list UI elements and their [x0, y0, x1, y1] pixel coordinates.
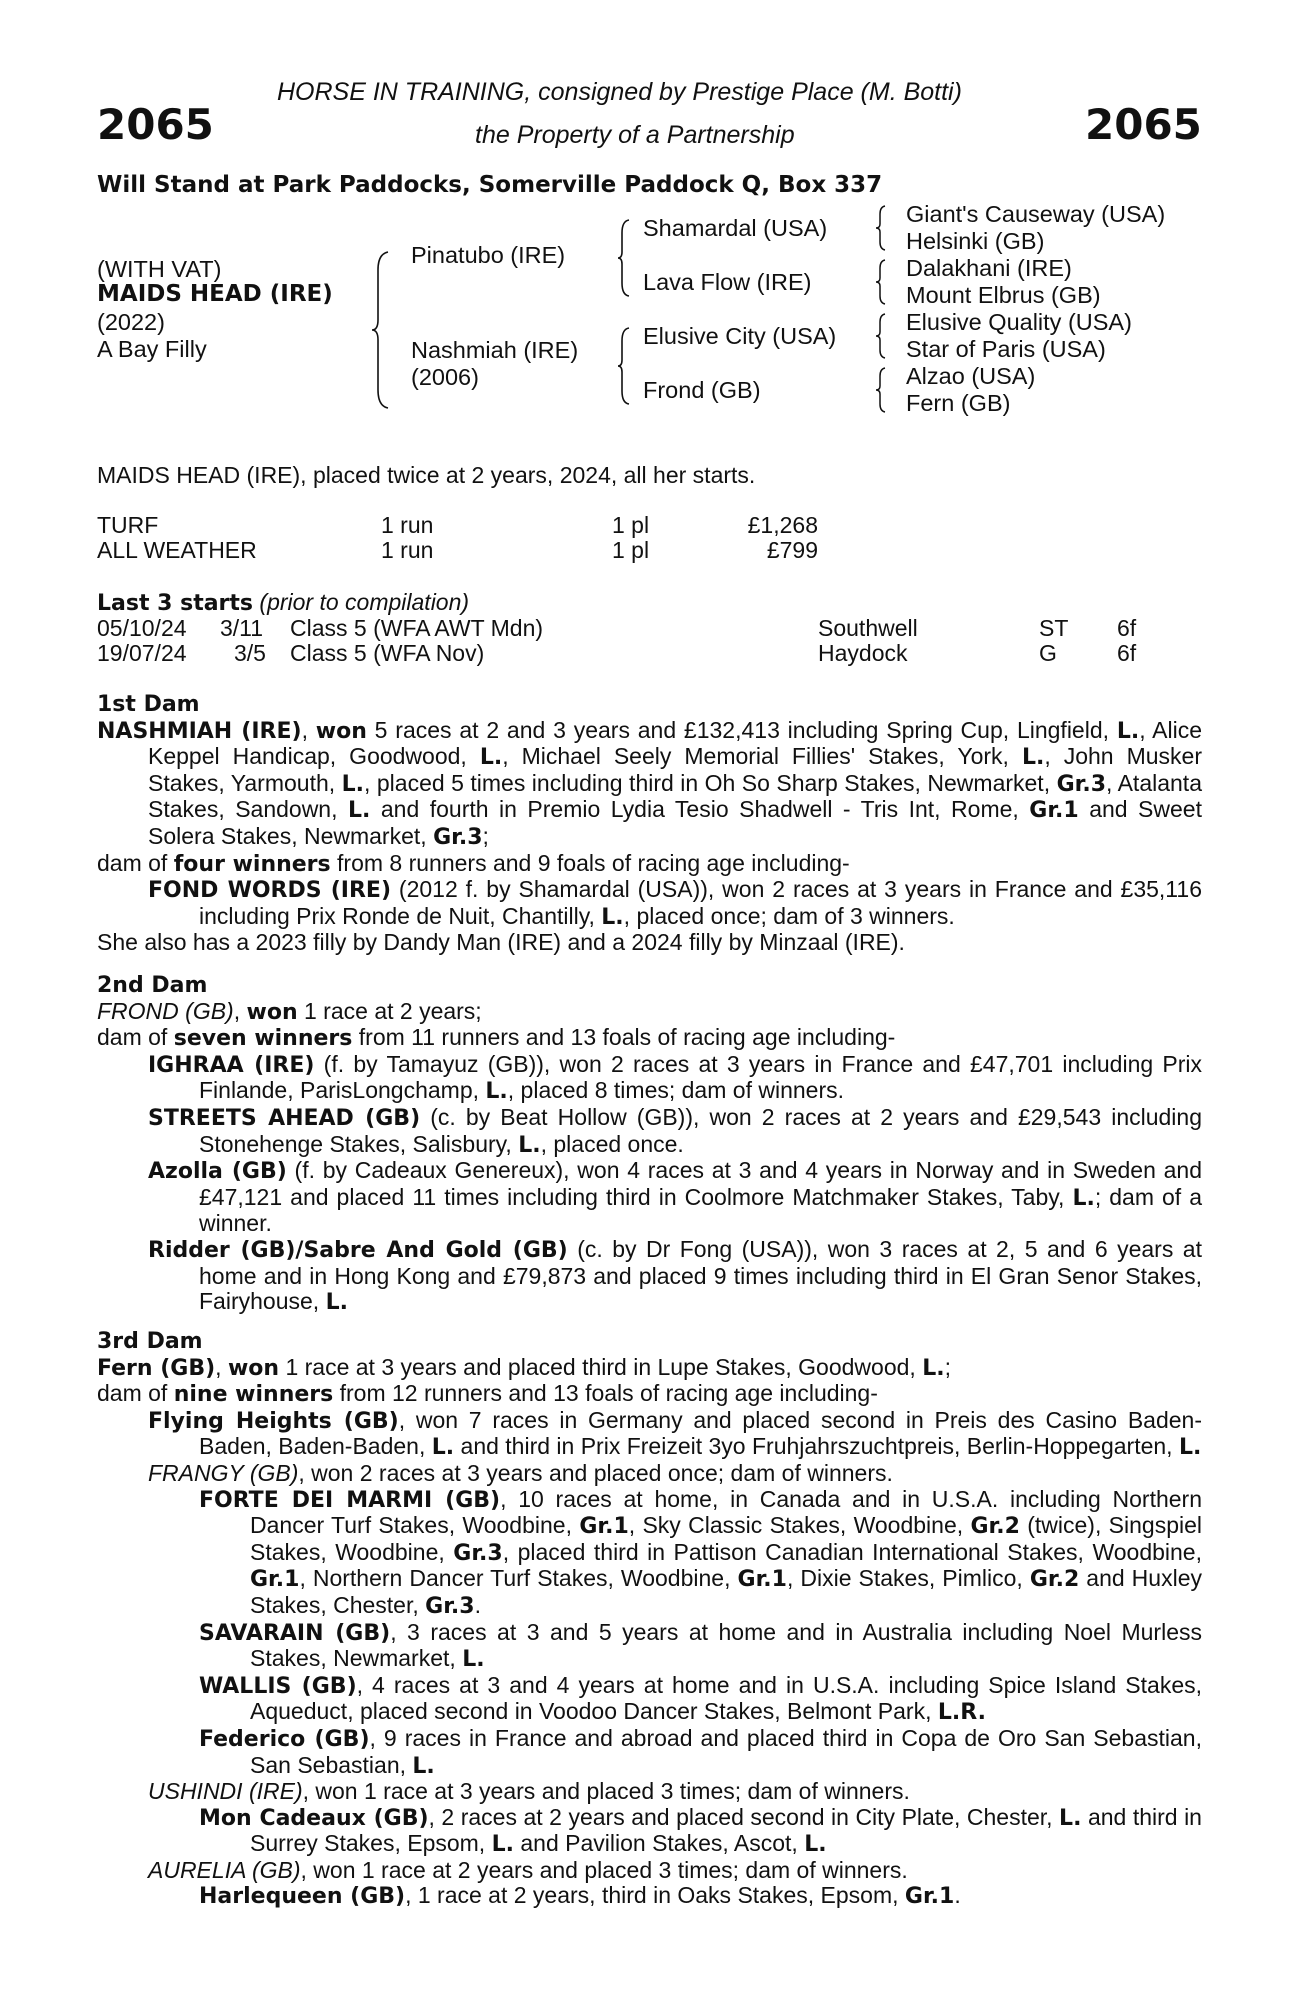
last-start-race-1: Class 5 (WFA AWT Mdn) — [290, 615, 544, 641]
forte-dei-marmi-text-2: , Sky Classic Stakes, Woodbine, — [628, 1512, 971, 1539]
first-dam-text-6: , Atalanta Stakes, Sandown, — [148, 769, 1202, 823]
section-second-dam — [97, 973, 1202, 1316]
flying-heights-listed-2: L. — [1178, 1435, 1202, 1461]
first-dam-progeny-1-name: FOND WORDS (IRE) — [148, 878, 392, 904]
record-surface-1: TURF — [97, 512, 159, 538]
forte-dei-marmi-text-3: (twice), Singspiel Stakes, Woodbine, — [250, 1512, 1202, 1565]
second-dam-produce-summary — [97, 1025, 1202, 1052]
third-dam-record: Fern (GB), won 1 race at 3 years and placed third in Lupe Stakes, Goodwood, L.; — [97, 1353, 951, 1381]
pedigree-ggp-1: Giant's Causeway (USA) — [906, 201, 1166, 227]
pedigree-brace-g1 — [874, 204, 888, 252]
pedigree-ggp-4: Mount Elbrus (GB) — [906, 282, 1101, 308]
pedigree-sire: Pinatubo (IRE) — [411, 242, 566, 268]
pedigree-ggp-3: Dalakhani (IRE) — [906, 255, 1072, 281]
forte-dei-marmi-group-3: Gr.3 — [453, 1540, 503, 1566]
second-dam-name: FROND (GB) — [97, 997, 234, 1024]
second-dam-damof-1: dam of — [97, 1024, 174, 1051]
first-dam-produce-summary — [97, 851, 1202, 878]
wallis-listed: L.R. — [937, 1700, 986, 1726]
third-dam-progeny-aurelia — [97, 1858, 1202, 1884]
last-start-date-2: 19/07/24 — [97, 640, 187, 666]
harlequeen-text-2: . — [954, 1882, 961, 1909]
second-dam-progeny-1 — [97, 1052, 1202, 1105]
last-starts-note: (prior to compilation) — [259, 589, 470, 615]
record-placed-1: 1 pl — [612, 512, 650, 538]
mon-cadeaux-text-3: and Pavilion Stakes, Ascot, — [513, 1830, 805, 1857]
second-dam-progeny-2-name: STREETS AHEAD (GB) — [148, 1105, 421, 1131]
forte-dei-marmi-group-4: Gr.1 — [250, 1567, 300, 1593]
forte-dei-marmi-group-2: Gr.2 — [970, 1514, 1020, 1540]
third-dam-text-1: 1 race at 3 years and placed third in Lupe Stakes, Goodwood, — [279, 1353, 923, 1380]
race-summary: MAIDS HEAD (IRE), placed twice at 2 years, 2024, all her starts. — [97, 462, 756, 488]
second-dam-progeny-2-text-2: , placed once. — [540, 1130, 684, 1157]
savarain-text-1: , 3 races at 3 and 5 years at home and in Australia including Noel Murless Stakes, Newmarket, — [250, 1618, 1202, 1672]
flying-heights-text-2: and third in Prix Freizeit 3yo Fruhjahrszuchtpreis, Berlin-Hoppegarten, — [454, 1433, 1179, 1460]
first-dam-text-4: , John Musker Stakes, Yarmouth, — [148, 743, 1202, 796]
second-dam-progeny-1-text-1: (f. by Tamayuz (GB)), won 2 races at 3 years in France and £47,701 including Prix Finlande, ParisLongchamp, — [199, 1050, 1202, 1104]
pedigree-brace-dam — [616, 326, 632, 406]
aurelia-name: AURELIA (GB) — [148, 1856, 301, 1883]
harlequeen-group: Gr.1 — [904, 1884, 955, 1910]
flying-heights-text-1: , won 7 races in Germany and placed second in Preis des Casino Baden-Baden, Baden-Baden, — [199, 1406, 1203, 1460]
forte-dei-marmi-text-1: , 10 races at home, in Canada and in U.S.A. including Northern Dancer Turf Stakes, Woodbine, — [250, 1485, 1203, 1539]
first-dam-text-2: , Alice Keppel Handicap, Goodwood, — [148, 716, 1202, 770]
mon-cadeaux-name: Mon Cadeaux (GB) — [199, 1805, 429, 1831]
second-dam-progeny-4-name: Ridder (GB)/Sabre And Gold (GB) — [148, 1237, 568, 1263]
second-dam-progeny-4-text-1: (c. by Dr Fong (USA)), won 3 races at 2, 5 and 6 years at home and in Hong Kong and £79,873 and placed 9 times including third in El Gran Senor Stakes, Fairyhouse, — [199, 1235, 1202, 1315]
federico-text-1: , 9 races in France and abroad and placed third in Copa de Oro San Sebastian, San Sebastian, — [250, 1724, 1202, 1778]
pedigree-ggp-8: Fern (GB) — [906, 390, 1011, 416]
wallis-text-1: , 4 races at 3 and 4 years at home and in U.S.A. including Spice Island Stakes, Aqueduct, placed second in Voodoo Dancer Stakes, Belmont Park, — [250, 1671, 1202, 1725]
horse-year: (2022) — [97, 309, 165, 335]
pedigree-dam: Nashmiah (IRE) — [411, 337, 579, 363]
second-dam-progeny-3-name: Azolla (GB) — [148, 1159, 287, 1185]
last-start-course-2: Haydock — [818, 640, 908, 666]
first-dam-won: won — [315, 718, 367, 744]
second-dam-winners: seven winners — [173, 1026, 353, 1052]
pedigree-dam-year: (2006) — [411, 364, 479, 390]
forte-dei-marmi-group-6: Gr.2 — [1029, 1567, 1080, 1593]
first-dam-progeny-1-text-1: (2012 f. by Shamardal (USA)), won 2 races at 3 years in France and £35,116 including Prix Ronde de Nuit, Chantilly, — [199, 876, 1202, 929]
second-dam-progeny-2-text-1: (c. by Beat Hollow (GB)), won 2 races at 2 years and £29,543 including Stonehenge Stakes, Salisbury, — [199, 1103, 1202, 1157]
first-dam-also: She also has a 2023 filly by Dandy Man (IRE) and a 2024 filly by Minzaal (IRE). — [97, 929, 905, 956]
header-consignor: HORSE IN TRAINING, consigned by Prestige Place (M. Botti) — [277, 78, 962, 106]
second-dam-progeny-4 — [97, 1237, 1202, 1316]
forte-dei-marmi-group-5: Gr.1 — [737, 1567, 787, 1593]
second-dam-progeny-1-text-2: , placed 8 times; dam of winners. — [507, 1077, 844, 1104]
second-dam-record: FROND (GB), won 1 race at 2 years; — [97, 997, 482, 1025]
section-third-dam — [97, 1329, 1202, 1910]
mon-cadeaux-text-1: , 2 races at 2 years and placed second in City Plate, Chester, — [428, 1803, 1060, 1830]
second-dam-progeny-4-listed: L. — [325, 1290, 348, 1316]
pedigree-sire-dam: Lava Flow (IRE) — [643, 269, 812, 295]
last-start-date-1: 05/10/24 — [97, 615, 187, 641]
pedigree-ggp-7: Alzao (USA) — [906, 363, 1036, 389]
record-runs-2: 1 run — [381, 537, 434, 563]
last-start-dist-2: 6f — [1117, 640, 1137, 666]
third-dam-listed-1: L. — [922, 1355, 945, 1381]
first-dam-group-1: Gr.3 — [1056, 771, 1106, 797]
frangy-produce-wallis — [97, 1673, 1202, 1726]
aurelia-text: , won 1 race at 2 years and placed 3 times; dam of winners. — [300, 1856, 908, 1883]
mon-cadeaux-text-2: and third in Surrey Stakes, Epsom, — [250, 1803, 1202, 1857]
pedigree-brace-g3 — [874, 312, 888, 360]
first-dam-listed-3: L. — [1021, 745, 1045, 771]
federico-name: Federico (GB) — [199, 1726, 370, 1752]
first-dam-text-8: and Sweet Solera Stakes, Newmarket, — [148, 796, 1202, 849]
forte-dei-marmi-text-7: and Huxley Stakes, Chester, — [250, 1565, 1202, 1618]
first-dam-text-5: , placed 5 times including third in Oh So Sharp Stakes, Newmarket, — [364, 769, 1057, 796]
second-dam-progeny-3-text-2: ; dam of a winner. — [199, 1183, 1202, 1237]
first-dam-damof-2: from 8 runners and 9 foals of racing age including- — [330, 849, 850, 876]
first-dam-damof-1: dam of — [97, 849, 174, 876]
flying-heights-name: Flying Heights (GB) — [148, 1408, 399, 1434]
ushindi-text: , won 1 race at 3 years and placed 3 times; dam of winners. — [302, 1778, 910, 1805]
record-placed-2: 1 pl — [612, 537, 650, 563]
third-dam-name: Fern (GB) — [97, 1355, 216, 1381]
mon-cadeaux-listed-2: L. — [491, 1832, 514, 1858]
pedigree-brace-g4 — [874, 366, 888, 414]
third-dam-progeny-frangy — [97, 1461, 1202, 1487]
flying-heights-listed-1: L. — [431, 1435, 455, 1461]
second-dam-progeny-1-listed: L. — [485, 1079, 508, 1105]
pedigree-brace-main — [370, 250, 392, 410]
first-dam-listed-4: L. — [341, 771, 365, 797]
pedigree-ggp-6: Star of Paris (USA) — [906, 336, 1106, 362]
second-dam-won: won — [246, 999, 298, 1025]
second-dam-progeny-2 — [97, 1105, 1202, 1158]
first-dam-text-1: 5 races at 2 and 3 years and £132,413 including Spring Cup, Lingfield, — [366, 716, 1117, 743]
first-dam-winners: four winners — [173, 851, 331, 877]
forte-dei-marmi-group-7: Gr.3 — [425, 1593, 475, 1619]
ushindi-produce-mon-cadeaux — [97, 1805, 1202, 1858]
stand-location: Will Stand at Park Paddocks, Somerville Paddock Q, Box 337 — [97, 172, 883, 198]
frangy-produce-federico — [97, 1726, 1202, 1779]
last-start-going-1: ST — [1039, 615, 1069, 641]
first-dam-progeny-1 — [97, 877, 1202, 930]
second-dam-progeny-2-listed: L. — [518, 1132, 541, 1158]
frangy-produce-forte-dei-marmi — [97, 1487, 1202, 1620]
first-dam-text-3: , Michael Seely Memorial Fillies' Stakes, York, — [502, 743, 1022, 770]
pedigree-ggp-2: Helsinki (GB) — [906, 228, 1045, 254]
third-dam-won: won — [227, 1355, 280, 1381]
third-dam-text-2: ; — [944, 1353, 951, 1380]
second-dam-damof-2: from 11 runners and 13 foals of racing age including- — [352, 1024, 896, 1051]
frangy-name: FRANGY (GB) — [148, 1459, 299, 1486]
third-dam-damof-1: dam of — [97, 1380, 174, 1407]
third-dam-produce-summary — [97, 1381, 1202, 1408]
record-earnings-1: £1,268 — [747, 512, 818, 538]
forte-dei-marmi-text-6: , Dixie Stakes, Pimlico, — [786, 1565, 1030, 1592]
first-dam-listed-2: L. — [479, 745, 503, 771]
forte-dei-marmi-text-8: . — [474, 1591, 481, 1618]
frangy-produce-savarain — [97, 1620, 1202, 1673]
second-dam-progeny-3 — [97, 1158, 1202, 1237]
savarain-listed: L. — [462, 1647, 485, 1673]
third-dam-progeny-ushindi — [97, 1779, 1202, 1805]
record-surface-2: ALL WEATHER — [97, 537, 257, 563]
savarain-name: SAVARAIN (GB) — [199, 1620, 391, 1646]
last-start-course-1: Southwell — [818, 615, 918, 641]
horse-description: A Bay Filly — [97, 336, 207, 362]
first-dam-group-3: Gr.3 — [433, 824, 483, 850]
last-start-pos-2: 3/5 — [234, 640, 266, 666]
mon-cadeaux-listed-1: L. — [1059, 1805, 1082, 1831]
federico-listed: L. — [412, 1753, 435, 1779]
record-runs-1: 1 run — [381, 512, 434, 538]
aurelia-produce-harlequeen — [97, 1883, 1202, 1910]
first-dam-progeny-1-listed: L. — [601, 904, 624, 930]
pedigree-sire-sire: Shamardal (USA) — [643, 215, 828, 241]
forte-dei-marmi-name: FORTE DEI MARMI (GB) — [199, 1487, 501, 1513]
third-dam-heading: 3rd Dam — [97, 1329, 203, 1354]
first-dam-listed-5: L. — [347, 798, 371, 824]
ushindi-name: USHINDI (IRE) — [148, 1778, 303, 1805]
third-dam-damof-2: from 12 runners and 13 foals of racing age including- — [333, 1380, 878, 1407]
pedigree-ggp-5: Elusive Quality (USA) — [906, 309, 1132, 335]
first-dam-heading: 1st Dam — [97, 692, 200, 717]
second-dam-progeny-3-listed: L. — [1072, 1185, 1095, 1211]
first-dam-text-7: and fourth in Premio Lydia Tesio Shadwell - Tris Int, Rome, — [370, 796, 1030, 823]
first-dam-record: NASHMIAH (IRE), won 5 races at 2 and 3 years and £132,413 including Spring Cup, Lingfield, L., Alice Keppel Handicap, Goodwood, L., Michael Seely Memorial Fillies' Stakes, York, L., John Musker Stakes, Yarmouth, L., placed 5 times including third in Oh So Sharp Stakes, Newmarket, Gr.3, Atalanta Stakes, Sandown, L. and fourth in Premio Lydia Tesio Shadwell - Tris Int, Rome, Gr.1 and Sweet Solera Stakes, Newmarket, Gr.3; — [97, 716, 1202, 850]
last-start-dist-1: 6f — [1117, 615, 1137, 641]
last-starts-header — [97, 590, 469, 617]
frangy-text: , won 2 races at 3 years and placed once; dam of winners. — [298, 1459, 893, 1486]
second-dam-progeny-1-name: IGHRAA (IRE) — [148, 1052, 315, 1078]
first-dam-name: NASHMIAH (IRE) — [97, 718, 302, 744]
first-dam-progeny-1-text-2: , placed once; dam of 3 winners. — [623, 902, 955, 929]
harlequeen-name: Harlequeen (GB) — [199, 1884, 406, 1910]
first-dam-group-2: Gr.1 — [1029, 798, 1079, 824]
forte-dei-marmi-group-1: Gr.1 — [579, 1514, 629, 1540]
record-earnings-2: £799 — [766, 537, 818, 563]
last-start-race-2: Class 5 (WFA Nov) — [290, 640, 485, 666]
horse-name: MAIDS HEAD (IRE) — [97, 281, 333, 307]
first-dam-text-9: ; — [482, 822, 489, 849]
first-dam-listed-1: L. — [1116, 718, 1140, 744]
second-dam-heading: 2nd Dam — [97, 973, 208, 998]
third-dam-progeny-flying-heights — [97, 1408, 1202, 1461]
pedigree-brace-g2 — [874, 258, 888, 306]
second-dam-progeny-3-text-1: (f. by Cadeaux Genereux), won 4 races at 3 and 4 years in Norway and in Sweden and £47,121 and placed 11 times including third in Coolmore Matchmaker Stakes, Taby, — [199, 1157, 1202, 1210]
last-starts-heading: Last 3 starts — [97, 591, 254, 616]
lot-number-right: 2065 — [1085, 100, 1202, 149]
section-first-dam — [97, 692, 1202, 956]
pedigree-brace-sire — [616, 218, 632, 298]
last-start-pos-1: 3/11 — [220, 615, 264, 641]
vat-note: (WITH VAT) — [97, 256, 222, 282]
mon-cadeaux-listed-3: L. — [804, 1832, 827, 1858]
forte-dei-marmi-text-5: , Northern Dancer Turf Stakes, Woodbine, — [299, 1565, 738, 1592]
lot-number-left: 2065 — [97, 100, 214, 149]
forte-dei-marmi-text-4: , placed third in Pattison Canadian International Stakes, Woodbine, — [502, 1538, 1202, 1565]
harlequeen-text-1: , 1 race at 2 years, third in Oaks Stakes, Epsom, — [405, 1882, 905, 1909]
wallis-name: WALLIS (GB) — [199, 1673, 357, 1699]
second-dam-text-1: 1 race at 2 years; — [297, 997, 482, 1024]
pedigree-dam-dam: Frond (GB) — [643, 377, 761, 403]
pedigree-dam-sire: Elusive City (USA) — [643, 323, 837, 349]
third-dam-winners: nine winners — [173, 1382, 334, 1408]
header-property: the Property of a Partnership — [475, 121, 795, 149]
last-start-going-2: G — [1039, 640, 1057, 666]
